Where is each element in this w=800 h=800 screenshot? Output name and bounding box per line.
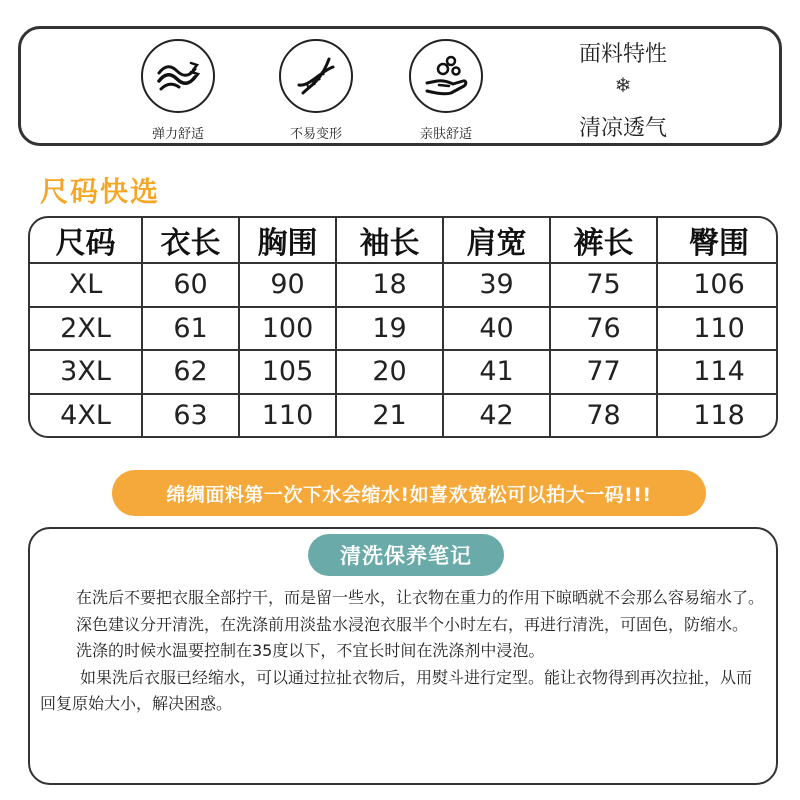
size-table	[30, 218, 778, 436]
care-paragraph: 在洗后不要把衣服全部拧干，而是留一些水，让衣物在重力的作用下晾晒就不会那么容易缩水了。	[76, 588, 765, 607]
cell-pants-length: 75	[550, 263, 657, 307]
care-notes-panel	[28, 527, 778, 785]
feature-skin-label: 亲肤舒适	[419, 127, 472, 142]
table-row	[30, 350, 778, 394]
header-shoulder: 肩宽	[443, 218, 550, 263]
cell-shoulder: 41	[443, 350, 550, 394]
size-table-header-row	[30, 218, 778, 263]
cell-hip: 110	[657, 307, 778, 351]
care-paragraph: 深色建议分开清洗，在洗涤前用淡盐水浸泡衣服半个小时左右，再进行清洗，可固色，防缩水。	[76, 614, 749, 634]
header-chest: 胸围	[239, 218, 336, 263]
care-paragraph: 洗涤的时候水温要控制在35度以下，不宜长时间在洗涤剂中浸泡。	[76, 641, 545, 660]
cell-length: 62	[142, 350, 239, 394]
cell-sleeve: 20	[336, 350, 443, 394]
fabric-features-panel	[18, 26, 782, 146]
cell-sleeve: 18	[336, 263, 443, 307]
header-hip: 臀围	[657, 218, 778, 263]
cell-length: 61	[142, 307, 239, 351]
cell-pants-length: 78	[550, 394, 657, 436]
size-table-container	[28, 216, 778, 438]
cell-size: XL	[30, 263, 142, 307]
cell-shoulder: 39	[443, 263, 550, 307]
feature-shape	[271, 39, 361, 142]
cell-chest: 100	[239, 307, 336, 351]
header-size: 尺码	[30, 218, 142, 263]
cell-sleeve: 21	[336, 394, 443, 436]
cell-sleeve: 19	[336, 307, 443, 351]
cell-size: 2XL	[30, 307, 142, 351]
cell-chest: 105	[239, 350, 336, 394]
cell-shoulder: 40	[443, 307, 550, 351]
cell-pants-length: 76	[550, 307, 657, 351]
snowflake-icon: ❄	[614, 73, 632, 97]
care-notes-title: 清洗保养笔记	[308, 534, 504, 576]
header-sleeve: 袖长	[336, 218, 443, 263]
feature-elastic	[133, 39, 223, 142]
fabric-value: 清凉透气	[578, 116, 667, 141]
cell-chest: 110	[239, 394, 336, 436]
cell-size: 3XL	[30, 350, 142, 394]
table-row	[30, 394, 778, 436]
cell-pants-length: 77	[550, 350, 657, 394]
dna-helix-icon	[279, 39, 353, 113]
feature-skin	[401, 39, 491, 142]
size-section-title: 尺码快选	[40, 175, 161, 208]
header-length: 衣长	[142, 218, 239, 263]
cell-length: 63	[142, 394, 239, 436]
care-paragraph: 如果洗后衣服已经缩水，可以通过拉扯衣物后，用熨斗进行定型。能让衣物得到再次拉扯，从而回复原始大小，解决困惑。	[40, 667, 753, 713]
cell-size: 4XL	[30, 394, 142, 436]
hand-bubbles-icon	[409, 39, 483, 113]
fabric-title: 面料特性	[578, 42, 667, 67]
cell-hip: 106	[657, 263, 778, 307]
cell-chest: 90	[239, 263, 336, 307]
header-pants-length: 裤长	[550, 218, 657, 263]
table-row	[30, 263, 778, 307]
cell-hip: 118	[693, 399, 745, 431]
cell-hip: 114	[657, 350, 778, 394]
cell-shoulder: 42	[443, 394, 550, 436]
elastic-wave-icon	[141, 39, 215, 113]
feature-elastic-label: 弹力舒适	[151, 127, 204, 142]
cell-length: 60	[142, 263, 239, 307]
care-notes-body	[30, 585, 775, 718]
shrink-warning-banner: 绵绸面料第一次下水会缩水!如喜欢宽松可以拍大一码!!!	[112, 470, 706, 516]
feature-shape-label: 不易变形	[289, 127, 342, 142]
table-row	[30, 307, 778, 351]
